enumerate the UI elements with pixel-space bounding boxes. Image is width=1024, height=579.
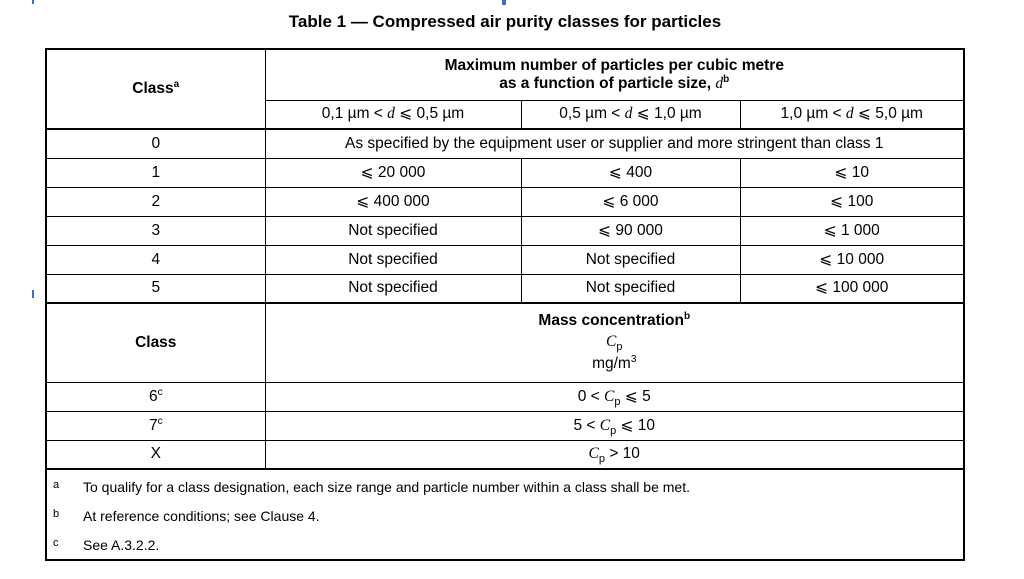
class-cell: 2 (46, 187, 265, 216)
footnote-text: To qualify for a class designation, each size range and particle number within a class shall be met. (83, 478, 690, 495)
footnote-text: At reference conditions; see Clause 4. (83, 507, 320, 524)
value-cell: ⩽ 90 000 (521, 216, 740, 245)
mass-concentration-header: Mass concentration$^b$ $C_p$ $mg/m^3$ (265, 303, 964, 382)
class-cell: 4 (46, 245, 265, 274)
value-cell: ⩽ 10 000 (740, 245, 964, 274)
table-row (46, 440, 964, 469)
footnote-mark: c (53, 537, 59, 549)
edge-marker (32, 0, 34, 4)
table-row (46, 187, 964, 216)
class-cell: 7$^c$ (46, 411, 265, 440)
mass-range-cell: $0 < C_p$ ⩽ 5 (265, 382, 964, 411)
value-cell: ⩽ 100 (740, 187, 964, 216)
value-cell: ⩽ 10 (740, 158, 964, 187)
mass-class-header: Class (46, 303, 265, 382)
value-cell: Not specified (265, 245, 521, 274)
value-cell: Not specified (521, 245, 740, 274)
purity-table (45, 48, 965, 561)
mass-range-cell: $5 < C_p$ ⩽ 10 (265, 411, 964, 440)
table-row (46, 129, 964, 158)
value-cell: ⩽ 20 000 (265, 158, 521, 187)
class-cell: 6$^c$ (46, 382, 265, 411)
table-row (46, 245, 964, 274)
footnote (47, 501, 963, 530)
table-row (46, 216, 964, 245)
table-row (46, 382, 964, 411)
size-range-header: 1,0 µm < d ⩽ 5,0 µm (740, 100, 964, 129)
class-cell: X (46, 440, 265, 469)
footnote-text: See A.3.2.2. (83, 536, 160, 553)
edge-marker (502, 0, 506, 5)
size-range-header: 0,1 µm < d ⩽ 0,5 µm (265, 100, 521, 129)
footnote (47, 530, 963, 559)
max-particles-header: Maximum number of particles per cubic metre as a function of particle size, $d^b$ (265, 49, 964, 100)
class-cell: 1 (46, 158, 265, 187)
value-cell: ⩽ 1 000 (740, 216, 964, 245)
value-cell: ⩽ 100 000 (740, 274, 964, 303)
footnote-mark: a (53, 479, 60, 491)
mass-range-cell: $C_p > 10$ (265, 440, 964, 469)
value-cell: Not specified (265, 216, 521, 245)
value-cell: Not specified (265, 274, 521, 303)
class-cell: 3 (46, 216, 265, 245)
footnote (47, 472, 963, 501)
class-header: Class$^a$ (46, 49, 265, 129)
table-row (46, 274, 964, 303)
spec-cell: As specified by the equipment user or supplier and more stringent than class 1 (265, 129, 964, 158)
table-row (46, 411, 964, 440)
value-cell: Not specified (521, 274, 740, 303)
footnotes (46, 469, 964, 560)
edge-marker (32, 290, 34, 298)
value-cell: ⩽ 400 000 (265, 187, 521, 216)
value-cell: ⩽ 400 (521, 158, 740, 187)
table-row (46, 158, 964, 187)
value-cell: ⩽ 6 000 (521, 187, 740, 216)
class-cell: 0 (46, 129, 265, 158)
table-title: Table 1 — Compressed air purity classes for particles (288, 12, 722, 31)
footnote-mark: b (53, 508, 60, 520)
class-cell: 5 (46, 274, 265, 303)
size-range-header: 0,5 µm < d ⩽ 1,0 µm (521, 100, 740, 129)
